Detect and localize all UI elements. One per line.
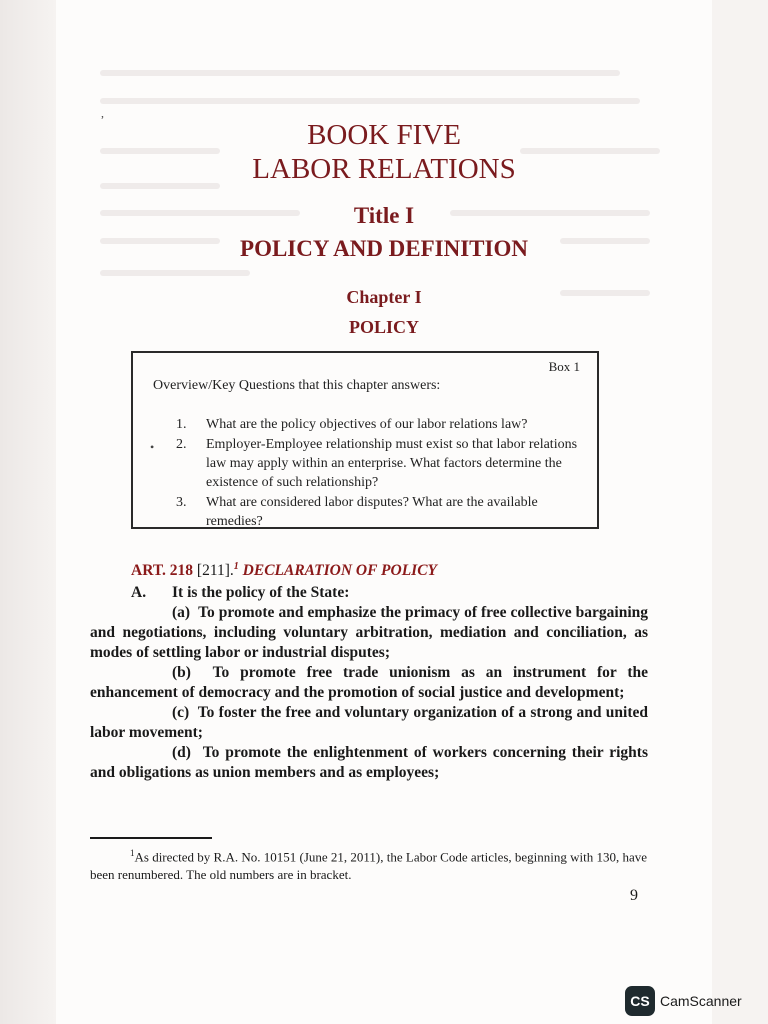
paragraph-label: (c) <box>172 704 190 721</box>
question-text: What are considered labor disputes? What are the available remedies? <box>206 495 538 529</box>
paragraph-label: (b) <box>172 664 191 681</box>
paragraph-c <box>90 703 648 743</box>
paragraph-a <box>90 603 648 663</box>
overview-box <box>131 351 599 529</box>
question-number: 1. <box>176 417 187 432</box>
section-a <box>90 583 648 603</box>
paragraph-d <box>90 743 648 783</box>
question-text: What are the policy objectives of our labor relations law? <box>206 417 528 432</box>
section-a-label: A. <box>131 584 147 601</box>
chapter-name: POLICY <box>348 317 419 337</box>
article-title: DECLARATION OF POLICY <box>242 562 438 580</box>
camscanner-watermark <box>625 986 742 1016</box>
page-number: 9 <box>630 887 638 904</box>
list-item <box>176 415 584 434</box>
bleed-through-line <box>100 98 640 104</box>
chapter-label: Chapter I <box>346 287 422 307</box>
question-number: 3. <box>176 495 187 510</box>
paragraph-text: To promote the enlightenment of workers concerning their rights and obligations as union members and as employees; <box>90 744 648 781</box>
paragraph-text: To promote and emphasize the primacy of free collective bargaining and negotiations, including voluntary arbitration, mediation and conciliation, as modes of settling labor or industrial disputes; <box>90 604 648 661</box>
footnote-reference[interactable]: 1 <box>233 561 239 572</box>
key-questions-list <box>176 415 584 532</box>
bleed-through-line <box>100 270 250 276</box>
footnote-text: As directed by R.A. No. 10151 (June 21, 2011), the Labor Code articles, beginning with 130, have been renumbered. The old numbers are in bracket. <box>90 849 648 883</box>
paragraph-text: To foster the free and voluntary organization of a strong and united labor movement; <box>90 704 649 741</box>
paragraph-b <box>90 663 648 703</box>
article-body <box>90 583 648 783</box>
paragraph-text: To promote free trade unionism as an instrument for the enhancement of democracy and the promotion of social justice and development; <box>90 664 649 701</box>
bleed-through-line <box>100 70 620 76</box>
scan-speck: , <box>101 106 104 120</box>
footnote-mark: 1 <box>130 848 135 858</box>
title-label: Title I <box>353 203 415 228</box>
list-item <box>176 493 584 531</box>
question-number: 2. <box>176 437 187 452</box>
article-old-number: [211]. <box>196 562 234 580</box>
section-a-text: It is the policy of the State: <box>172 584 350 601</box>
footnote-divider <box>90 837 212 839</box>
title-name: POLICY AND DEFINITION <box>240 236 528 261</box>
paragraph-label: (d) <box>172 744 191 761</box>
article-label: ART. 218 <box>131 562 194 580</box>
box-intro: Overview/Key Questions that this chapter answers: <box>153 378 441 393</box>
box-label: Box 1 <box>548 359 580 374</box>
list-item <box>176 435 584 492</box>
question-text: Employer-Employee relationship must exist so that labor relations law may apply within an enterprise. What factors determine the existence of such relationship? <box>206 437 578 490</box>
paragraph-label: (a) <box>172 604 191 621</box>
book-subtitle: LABOR RELATIONS <box>252 153 516 185</box>
camscanner-logo-icon: CS <box>625 986 655 1016</box>
scan-speck: • <box>150 440 155 454</box>
book-title: BOOK FIVE <box>307 119 461 151</box>
article-heading <box>131 557 689 581</box>
camscanner-text: CamScanner <box>660 993 742 1009</box>
footnote <box>90 844 650 884</box>
